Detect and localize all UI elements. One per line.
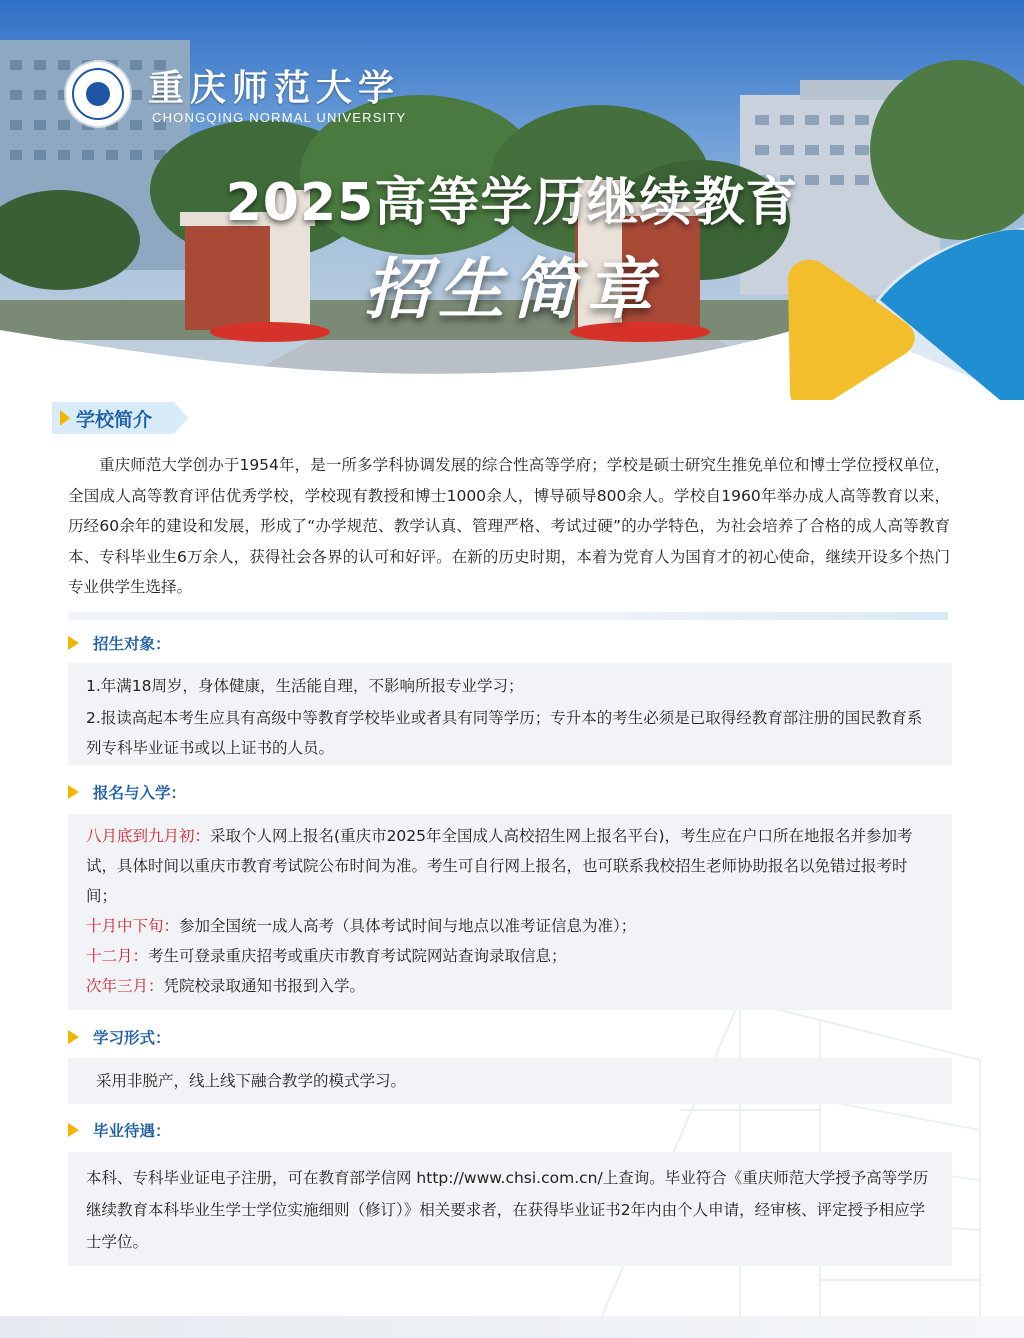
enroll-time: 十月中下旬： xyxy=(86,917,180,935)
enroll-item xyxy=(86,971,934,1001)
enroll-text: 采取个人网上报名(重庆市2025年全国成人高校招生网上报名平台)，考生应在户口所在地报名并参加考试，具体时间以重庆市教育考试院公布时间为准。考生可自行网上报名，也可联系我校招生老师协助报名以免错过报考时间； xyxy=(86,827,913,905)
hero-banner xyxy=(0,0,1024,400)
graduation-heading: 毕业待遇： xyxy=(93,1122,171,1140)
enroll-text: 考生可登录重庆招考或重庆市教育考试院网站查询录取信息； xyxy=(148,947,567,965)
study-box xyxy=(68,1058,952,1104)
university-seal-icon xyxy=(66,62,130,126)
play-arrow-icon xyxy=(68,785,79,799)
page-subtitle: 招生简章 xyxy=(364,251,660,328)
targets-heading-row xyxy=(68,632,171,654)
enroll-item xyxy=(86,941,934,971)
university-logo xyxy=(66,62,416,132)
intro-heading-tab xyxy=(52,402,174,434)
target-item: 2.报读高起本考生应具有高级中等教育学校毕业或者具有同等学历；专升本的考生必须是已取得经教育部注册的国民教育系列专科毕业证书或以上证书的人员。 xyxy=(86,709,923,757)
enroll-time: 次年三月： xyxy=(86,977,164,995)
footer-strip xyxy=(0,1316,1024,1338)
play-arrow-icon xyxy=(68,636,79,650)
target-item: 1.年满18周岁，身体健康，生活能自理，不影响所报专业学习； xyxy=(86,677,524,695)
enroll-item xyxy=(86,821,934,911)
graduation-heading-row xyxy=(68,1119,171,1141)
graduation-text: 本科、专科毕业证电子注册，可在教育部学信网 http://www.chsi.com.cn/上查询。毕业符合《重庆师范大学授予高等学历继续教育本科毕业生学士学位实施细则（修订）》相关要求者，在获得毕业证书2年内由个人申请，经审核、评定授予相应学士学位。 xyxy=(86,1169,929,1251)
study-text: 采用非脱产，线上线下融合教学的模式学习。 xyxy=(96,1072,407,1090)
university-name-en: CHONGQING NORMAL UNIVERSITY xyxy=(152,110,407,125)
play-arrow-icon xyxy=(60,410,70,426)
intro-paragraph: 重庆师范大学创办于1954年，是一所多学科协调发展的综合性高等学府；学校是硕士研究生推免单位和博士学位授权单位，全国成人高等教育评估优秀学校，学校现有教授和博士1000余人，博导硕导800余人。学校自1960年举办成人高等教育以来，历经60余年的建设和发展，形成了“办学规范、教学认真、管理严格、考试过硬”的办学特色，为社会培养了合格的成人高等教育本、专科毕业生6万余人，获得社会各界的认可和好评。在新的历史时期，本着为党育人为国育才的初心使命，继续开设多个热门专业供学生选择。 xyxy=(68,456,950,596)
play-arrow-icon xyxy=(68,1030,79,1044)
targets-heading: 招生对象： xyxy=(93,635,171,653)
enroll-time: 十二月： xyxy=(86,947,149,965)
enroll-heading: 报名与入学： xyxy=(93,784,187,802)
study-heading-row xyxy=(68,1026,171,1048)
study-heading: 学习形式： xyxy=(93,1029,171,1047)
enroll-text: 凭院校录取通知书报到入学。 xyxy=(163,977,366,995)
enroll-heading-row xyxy=(68,781,186,803)
targets-box xyxy=(68,663,952,765)
intro-heading: 学校简介 xyxy=(76,408,153,431)
university-name-cn: 重庆师范大学 xyxy=(148,67,401,109)
enroll-text: 参加全国统一成人高考（具体考试时间与地点以准考证信息为准）； xyxy=(179,917,637,935)
section-divider xyxy=(68,612,948,620)
play-arrow-icon xyxy=(68,1123,79,1137)
graduation-box xyxy=(68,1152,952,1266)
enroll-time: 八月底到九月初： xyxy=(86,827,211,845)
building-watermark xyxy=(560,960,1024,1320)
enroll-box xyxy=(68,814,952,1010)
enroll-item xyxy=(86,911,934,941)
page-title: 2025高等学历继续教育 xyxy=(225,173,799,233)
